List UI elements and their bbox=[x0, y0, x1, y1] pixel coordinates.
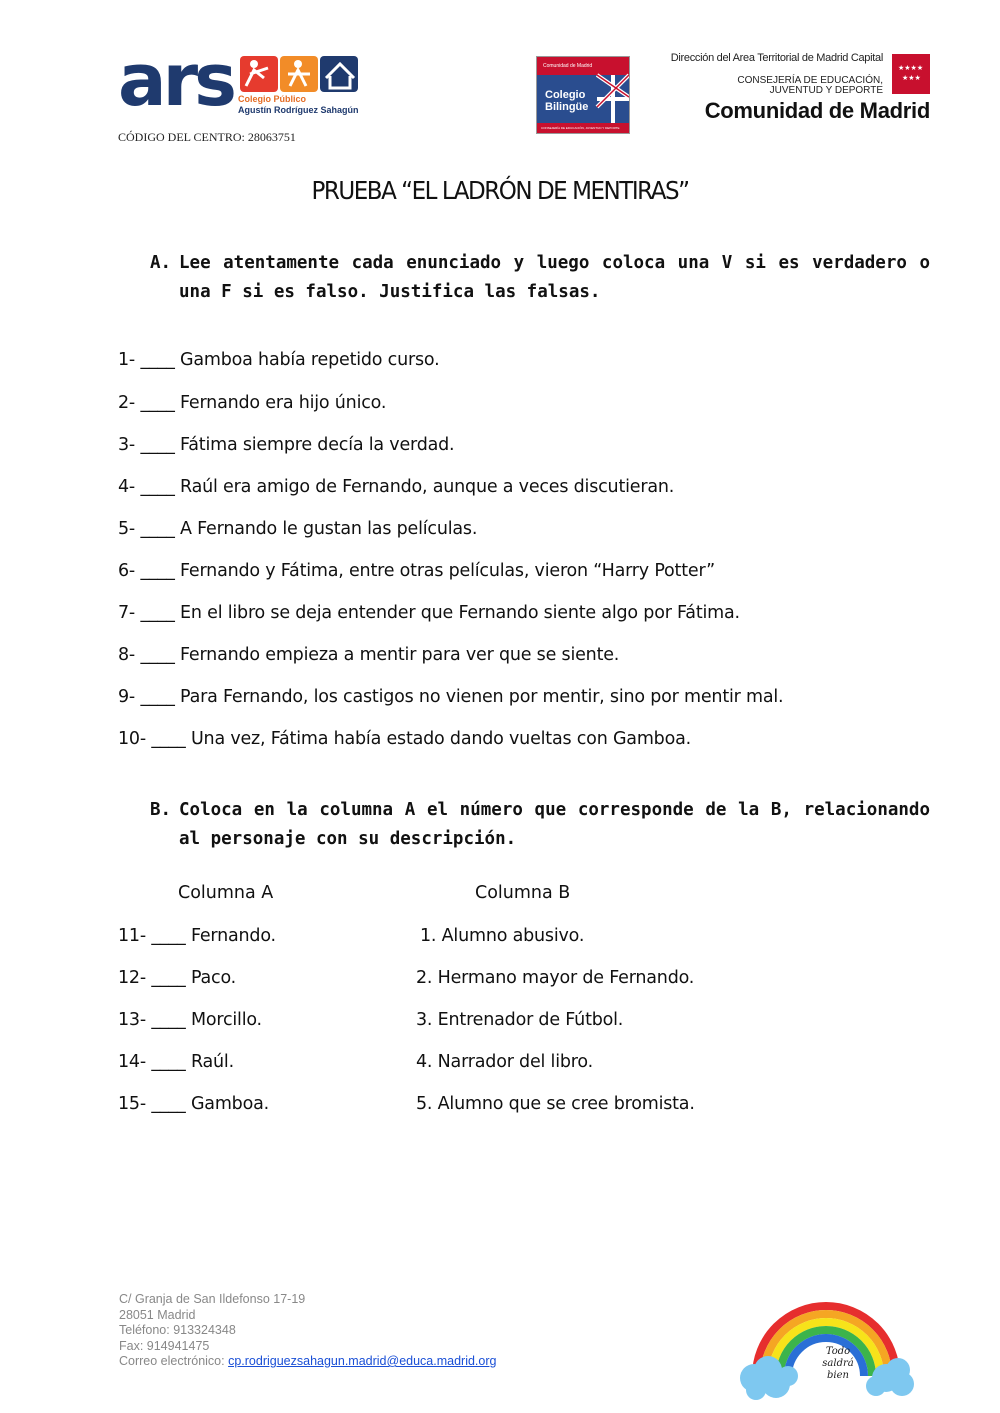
column-b-item: 1. Alumno abusivo. bbox=[420, 926, 585, 946]
cm-direction: Dirección del Area Territorial de Madrid Capital bbox=[670, 52, 883, 64]
school-logo-line2: Agustín Rodríguez Sahagún bbox=[238, 105, 359, 115]
page-title: PRUEBA “EL LADRÓN DE MENTIRAS” bbox=[311, 176, 689, 205]
footer-email-link[interactable]: cp.rodriguezsahagun.madrid@educa.madrid.org bbox=[228, 1354, 497, 1368]
section-a-item bbox=[118, 435, 454, 455]
answer-blank[interactable]: ____ bbox=[151, 1052, 186, 1072]
cm-consejeria: CONSEJERÍA DE EDUCACIÓN, JUVENTUD Y DEPORTE bbox=[737, 75, 883, 96]
footer-fax: Fax: 914941475 bbox=[119, 1338, 210, 1353]
item-statement: En el libro se deja entender que Fernando siente algo por Fátima. bbox=[180, 603, 740, 623]
item-number: 9- bbox=[118, 687, 136, 707]
footer-email-line: Correo electrónico: cp.rodriguezsahagun.madrid@educa.madrid.org bbox=[119, 1354, 497, 1368]
section-a-item bbox=[118, 687, 783, 707]
item-number: 14- bbox=[118, 1052, 146, 1072]
school-logo bbox=[118, 38, 368, 122]
footer-city: 28051 Madrid bbox=[119, 1307, 196, 1322]
item-statement: Gamboa había repetido curso. bbox=[180, 350, 440, 370]
item-statement: Una vez, Fátima había estado dando vueltas con Gamboa. bbox=[190, 729, 691, 749]
answer-blank[interactable]: ____ bbox=[140, 687, 175, 707]
column-b-item: 2. Hermano mayor de Fernando. bbox=[416, 968, 695, 988]
comunidad-madrid-logo bbox=[640, 50, 935, 130]
answer-blank[interactable]: ____ bbox=[140, 519, 175, 539]
answer-blank[interactable]: ____ bbox=[140, 350, 175, 370]
bilingue-logo-bottom: CONSEJERÍA DE EDUCACIÓN, JUVENTUD Y DEPORTE bbox=[537, 123, 629, 133]
answer-blank[interactable]: ____ bbox=[140, 561, 175, 581]
item-number: 10- bbox=[118, 729, 146, 749]
answer-blank[interactable]: ____ bbox=[151, 1010, 186, 1030]
character-name: Gamboa. bbox=[190, 1094, 269, 1114]
character-name: Raúl. bbox=[190, 1052, 234, 1072]
character-name: Fernando. bbox=[190, 926, 276, 946]
answer-blank[interactable]: ____ bbox=[140, 477, 175, 497]
item-number: 13- bbox=[118, 1010, 146, 1030]
item-number: 12- bbox=[118, 968, 146, 988]
section-b-instruction: B. Coloca en la columna A el número que corresponde de la B, relacionando al personaje con su descripción. bbox=[150, 800, 930, 849]
bilingue-logo bbox=[536, 56, 630, 134]
item-number: 3- bbox=[118, 435, 136, 455]
section-a-instruction: A. Lee atentamente cada enunciado y luego coloca una V si es verdadero o una F si es falso. Justifica las falsas. bbox=[150, 253, 930, 302]
answer-blank[interactable]: ____ bbox=[140, 435, 175, 455]
section-a-item bbox=[118, 477, 674, 497]
school-logo-line1: Colegio Público bbox=[238, 94, 307, 104]
column-a-item bbox=[118, 1010, 262, 1030]
bilingue-logo-text: Colegio Bilingüe bbox=[545, 89, 589, 113]
footer-phone: Teléfono: 913324348 bbox=[119, 1323, 236, 1337]
item-statement: Fernando y Fátima, entre otras películas, vieron “Harry Potter” bbox=[180, 561, 716, 581]
answer-blank[interactable]: ____ bbox=[151, 926, 186, 946]
footer-contact bbox=[119, 1292, 496, 1370]
answer-blank[interactable]: ____ bbox=[140, 645, 175, 665]
item-number: 2- bbox=[118, 393, 136, 413]
section-a-item bbox=[118, 519, 477, 539]
item-number: 8- bbox=[118, 645, 136, 665]
item-statement: A Fernando le gustan las películas. bbox=[180, 519, 478, 539]
item-statement: Raúl era amigo de Fernando, aunque a veces discutieran. bbox=[180, 477, 675, 497]
answer-blank[interactable]: ____ bbox=[151, 729, 186, 749]
rainbow-image bbox=[736, 1296, 916, 1400]
column-b-item: 5. Alumno que se cree bromista. bbox=[416, 1094, 695, 1114]
item-number: 6- bbox=[118, 561, 136, 581]
bilingue-logo-top: Comunidad de Madrid bbox=[537, 57, 629, 75]
section-a-item bbox=[118, 729, 691, 749]
madrid-flag-icon: ★★★★ ★★★ bbox=[892, 54, 930, 94]
rainbow-caption: Todo saldrá bien bbox=[822, 1346, 854, 1381]
column-a-item bbox=[118, 926, 276, 946]
item-statement: Fernando empieza a mentir para ver que se siente. bbox=[180, 645, 620, 665]
section-a-item bbox=[118, 645, 619, 665]
column-b-item: 4. Narrador del libro. bbox=[416, 1052, 593, 1072]
item-number: 5- bbox=[118, 519, 136, 539]
column-b-header: Columna B bbox=[475, 883, 571, 903]
item-number: 1- bbox=[118, 350, 136, 370]
character-name: Paco. bbox=[190, 968, 237, 988]
item-statement: Fátima siempre decía la verdad. bbox=[180, 435, 455, 455]
section-a-item bbox=[118, 350, 439, 370]
section-a-item bbox=[118, 561, 715, 581]
item-number: 7- bbox=[118, 603, 136, 623]
centro-code: CÓDIGO DEL CENTRO: 28063751 bbox=[118, 130, 296, 144]
section-a-item bbox=[118, 603, 740, 623]
answer-blank[interactable]: ____ bbox=[140, 603, 175, 623]
column-a-item bbox=[118, 968, 236, 988]
section-a-item bbox=[118, 393, 386, 413]
item-statement: Fernando era hijo único. bbox=[180, 393, 387, 413]
cm-name: Comunidad de Madrid bbox=[704, 98, 930, 123]
item-number: 11- bbox=[118, 926, 146, 946]
column-a-header: Columna A bbox=[178, 883, 274, 903]
item-number: 4- bbox=[118, 477, 136, 497]
footer-address: C/ Granja de San Ildefonso 17-19 bbox=[119, 1292, 306, 1306]
answer-blank[interactable]: ____ bbox=[140, 393, 175, 413]
column-a-item bbox=[118, 1094, 269, 1114]
character-name: Morcillo. bbox=[190, 1010, 262, 1030]
column-b-item: 3. Entrenador de Fútbol. bbox=[416, 1010, 624, 1030]
item-statement: Para Fernando, los castigos no vienen por mentir, sino por mentir mal. bbox=[180, 687, 784, 707]
item-number: 15- bbox=[118, 1094, 146, 1114]
school-logo-letters: ars bbox=[118, 38, 233, 122]
answer-blank[interactable]: ____ bbox=[151, 968, 186, 988]
column-a-item bbox=[118, 1052, 234, 1072]
answer-blank[interactable]: ____ bbox=[151, 1094, 186, 1114]
